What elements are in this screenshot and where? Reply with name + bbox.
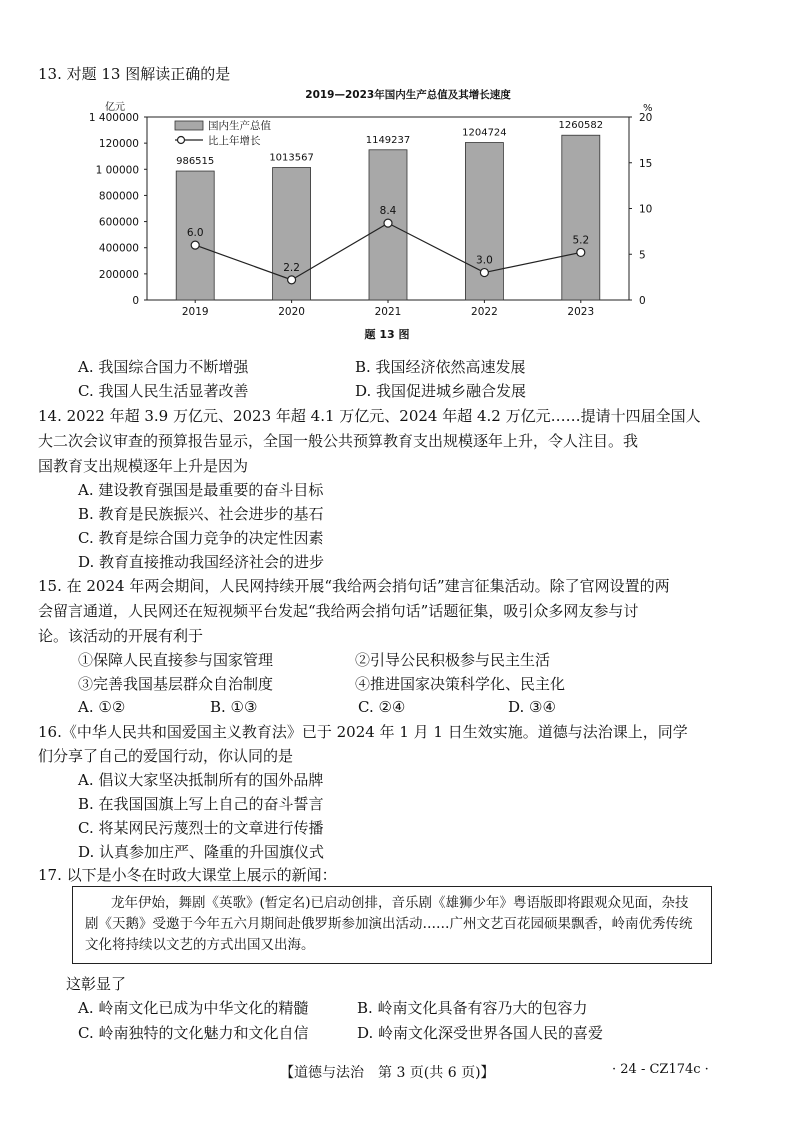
q17-option-b: B. 岭南文化具备有容乃大的包容力 [357,999,588,1017]
gdp-bar-label: 986515 [176,156,215,168]
q15-stem-line-2: 会留言通道，人民网还在短视频平台发起“我给两会捎句话”话题征集，吸引众多网友参与讨 [38,602,639,620]
growth-label: 8.4 [379,205,397,218]
left-tick-label: 1 400000 [88,112,139,124]
q15-item-4: ④推进国家决策科学化、民主化 [355,675,566,693]
gdp-bar-label: 1204724 [462,127,507,139]
q15-stem-line-1: 15. 在 2024 年两会期间，人民网持续开展“我给两会捎句话”建言征集活动。除了官网设置的两 [38,577,670,595]
q16-option-a: A. 倡议大家坚决抵制所有的国外品牌 [78,771,324,789]
growth-label: 3.0 [476,254,493,267]
page-footer-label: 【道德与法治 第 3 页(共 6 页)】 [280,1065,495,1081]
q17-prompt: 这彰显了 [66,975,127,993]
q17-option-c: C. 岭南独特的文化魅力和文化自信 [78,1024,309,1042]
question-13-stem: 13. 对题 13 图解读正确的是 [38,65,231,83]
growth-point [191,241,199,249]
q14-option-d: D. 教育直接推动我国经济社会的进步 [78,553,325,571]
x-tick-label: 2021 [374,306,402,318]
growth-label: 2.2 [283,261,300,274]
q14-stem-line-1: 14. 2022 年超 3.9 万亿元、2023 年超 4.1 万亿元、2024 年超 4.2 万亿元……提请十四届全国人 [38,407,701,425]
right-tick-label: 0 [639,295,646,307]
q14-stem-line-2: 大二次会议审查的预算报告显示，全国一般公共预算教育支出规模逐年上升，令人注目。我 [38,432,639,450]
right-tick-label: 10 [639,203,653,216]
q13-option-a: A. 我国综合国力不断增强 [78,358,249,376]
right-tick-label: 5 [639,249,646,262]
q14-stem-line-3: 国教育支出规模逐年上升是因为 [38,457,249,475]
left-tick-label: 200000 [98,268,139,281]
q17-option-a: A. 岭南文化已成为中华文化的精髓 [78,999,309,1017]
q15-option-a: A. ①② [78,698,126,716]
gdp-chart [88,84,660,344]
gdp-bar-label: 1013567 [269,152,314,164]
growth-point [288,276,296,284]
right-tick-label: 20 [639,112,653,124]
q15-item-2: ②引导公民积极参与民主生活 [355,651,551,669]
left-tick-label: 1 00000 [95,164,139,177]
q15-stem-line-3: 论。该活动的开展有利于 [38,627,204,645]
q17-stem: 17. 以下是小冬在时政大课堂上展示的新闻： [38,866,337,884]
growth-label: 6.0 [186,227,204,240]
q14-option-c: C. 教育是综合国力竞争的决定性因素 [78,529,324,547]
legend-bar-swatch [175,121,203,130]
q16-option-c: C. 将某网民污蔑烈士的文章进行传播 [78,819,324,837]
gdp-bar [562,135,600,300]
legend-line-marker [178,137,185,144]
page-footer-code: · 24 - CZ174c · [612,1062,709,1077]
growth-point [577,248,585,256]
gdp-bar-label: 1149237 [365,134,411,146]
q13-option-c: C. 我国人民生活显著改善 [78,382,249,400]
legend-line-label: 比上年增长 [208,135,261,147]
left-axis-unit: 亿元 [105,102,125,113]
x-tick-label: 2020 [278,306,305,318]
right-tick-label: 15 [639,157,653,170]
q13-option-b: B. 我国经济依然高速发展 [355,358,526,376]
x-tick-label: 2023 [567,306,595,318]
q16-option-b: B. 在我国国旗上写上自己的奋斗誓言 [78,795,324,813]
x-tick-label: 2022 [471,306,498,318]
left-tick-label: 120000 [98,138,139,151]
growth-label: 5.2 [572,234,590,247]
q17-news-box [72,886,712,964]
q15-option-b: B. ①③ [210,698,258,716]
left-tick-label: 0 [132,295,139,307]
q13-option-d: D. 我国促进城乡融合发展 [355,382,527,400]
left-tick-label: 600000 [98,216,139,229]
gdp-bar-label: 1260582 [558,120,604,132]
q15-option-d: D. ③④ [508,698,556,716]
q16-option-d: D. 认真参加庄严、隆重的升国旗仪式 [78,843,325,861]
left-tick-label: 800000 [98,190,139,203]
q17-news-text: 龙年伊始，舞剧《英歌》(暂定名)已启动创排，音乐剧《雄狮少年》粤语版即将跟观众见面，杂技剧《天鹅》受邀于今年五六月期间赴俄罗斯参加演出活动……广州文艺百花园硕果飘香，岭南优秀传统文化将持续以文艺的方式出国又出海。 [85,895,693,953]
legend-bar-label: 国内生产总值 [208,120,271,132]
chart-caption: 题 13 图 [364,328,410,341]
q15-item-3: ③完善我国基层群众自治制度 [78,675,274,693]
growth-point [480,269,488,277]
x-tick-label: 2019 [181,306,209,318]
left-tick-label: 400000 [98,242,139,255]
q15-item-1: ①保障人民直接参与国家管理 [78,651,274,669]
growth-point [384,219,392,227]
q16-stem-line-1: 16.《中华人民共和国爱国主义教育法》已于 2024 年 1 月 1 日生效实施。道德与法治课上，同学 [38,723,688,741]
right-axis-unit: % [643,103,653,114]
q14-option-a: A. 建设教育强国是最重要的奋斗目标 [78,481,324,499]
q16-stem-line-2: 们分享了自己的爱国行动，你认同的是 [38,747,294,765]
gdp-chart-svg [88,84,660,344]
q15-option-c: C. ②④ [358,698,406,716]
q14-option-b: B. 教育是民族振兴、社会进步的基石 [78,505,324,523]
q17-option-d: D. 岭南文化深受世界各国人民的喜爱 [357,1024,604,1042]
chart-title: 2019—2023年国内生产总值及其增长速度 [305,89,511,101]
